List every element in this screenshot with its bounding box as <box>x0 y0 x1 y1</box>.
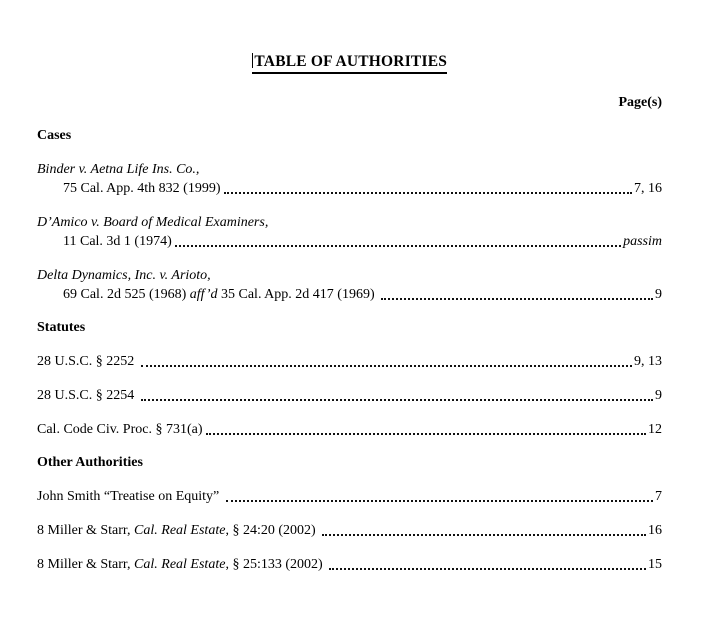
entry-citation-line <box>37 555 662 574</box>
toa-sections <box>37 126 662 574</box>
entry-citation-line <box>37 521 662 540</box>
entry-first-line <box>37 266 662 285</box>
citation-text: , § 25:133 (2002) <box>225 557 327 572</box>
page-number: 7, 16 <box>634 181 662 196</box>
page-number: 16 <box>648 523 662 538</box>
citation-text: 8 Miller & Starr, <box>37 557 135 572</box>
entry-citation-line <box>37 420 662 439</box>
entry-citation-line <box>63 232 662 251</box>
page-number: 7 <box>655 489 662 504</box>
citation-text: Delta Dynamics, Inc. v. Arioto, <box>37 268 211 283</box>
citation-text: Cal. Real Estate <box>134 557 226 572</box>
toa-entry <box>37 160 662 198</box>
dot-leader <box>206 433 646 435</box>
entry-citation-line <box>37 352 662 371</box>
citation-text: 28 U.S.C. § 2252 <box>37 354 138 369</box>
dot-leader <box>141 399 653 401</box>
section-heading: Statutes <box>37 320 86 335</box>
citation-text: D’Amico v. Board of Medical Examiners, <box>37 215 269 230</box>
toa-entry <box>37 420 662 439</box>
dot-leader <box>224 192 633 194</box>
dot-leader <box>322 534 646 536</box>
dot-leader <box>141 365 632 367</box>
page-number: 12 <box>648 422 662 437</box>
citation-text: aff’d <box>189 287 218 302</box>
title-row <box>37 52 662 74</box>
page-number: 9 <box>655 388 662 403</box>
entry-citation-line <box>63 285 662 304</box>
citation-text: 69 Cal. 2d 525 (1968) <box>63 287 190 302</box>
citation-text: Binder v. Aetna Life Ins. Co., <box>37 162 200 177</box>
section-heading: Other Authorities <box>37 455 143 470</box>
citation-text: John Smith “Treatise on Equity” <box>37 489 223 504</box>
toa-entry <box>37 213 662 251</box>
entry-citation-line <box>37 487 662 506</box>
page-title <box>252 52 447 74</box>
entry-citation-line <box>63 179 662 198</box>
dot-leader <box>381 298 653 300</box>
toa-entry <box>37 352 662 371</box>
page-title-text: TABLE OF AUTHORITIES <box>254 53 448 70</box>
dot-leader <box>329 568 646 570</box>
pages-column-label: Page(s) <box>618 95 662 110</box>
page-number: 9 <box>655 287 662 302</box>
toa-entry <box>37 487 662 506</box>
dot-leader <box>175 245 621 247</box>
page-number: 15 <box>648 557 662 572</box>
page-number: 9, 13 <box>634 354 662 369</box>
citation-text: 75 Cal. App. 4th 832 (1999) <box>63 181 221 196</box>
citation-text: 28 U.S.C. § 2254 <box>37 388 138 403</box>
entry-first-line <box>37 213 662 232</box>
citation-text: Cal. Real Estate <box>134 523 226 538</box>
citation-text: 8 Miller & Starr, <box>37 523 135 538</box>
toa-entry <box>37 521 662 540</box>
entry-first-line <box>37 160 662 179</box>
citation-text: , § 24:20 (2002) <box>225 523 320 538</box>
toa-entry <box>37 555 662 574</box>
citation-text: 35 Cal. App. 2d 417 (1969) <box>217 287 379 302</box>
page-number: passim <box>623 234 662 249</box>
toa-entry <box>37 386 662 405</box>
citation-text: Cal. Code Civ. Proc. § 731(a) <box>37 422 203 437</box>
citation-text: 11 Cal. 3d 1 (1974) <box>63 234 172 249</box>
dot-leader <box>226 500 653 502</box>
entry-citation-line <box>37 386 662 405</box>
toa-entry <box>37 266 662 304</box>
section-heading: Cases <box>37 128 72 143</box>
